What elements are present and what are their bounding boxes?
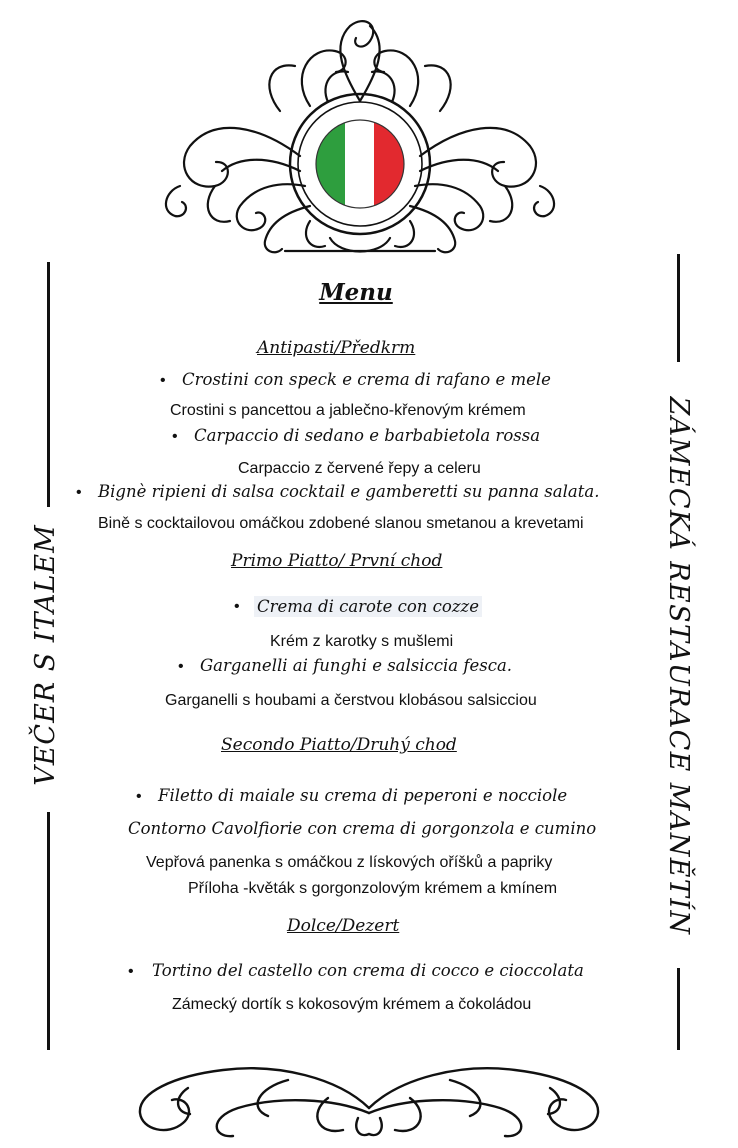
- ornament-flag-emblem: [160, 6, 560, 264]
- dish-italian: Bignè ripieni di salsa cocktail e gamberetti su panna salata.: [98, 482, 600, 501]
- bullet-icon: •: [136, 788, 142, 805]
- dish-czech: Vepřová panenka s omáčkou z lískových oříšků a papriky: [146, 854, 553, 871]
- bullet-icon: •: [178, 658, 184, 675]
- dish-italian: Tortino del castello con crema di cocco e cioccolata: [152, 961, 584, 980]
- side-title-right: ZÁMECKÁ RESTAURACE MANĚTÍN: [663, 396, 694, 936]
- dish-czech: Bině s cocktailovou omáčkou zdobené slanou smetanou a krevetami: [98, 515, 584, 532]
- section-heading: Primo Piatto/ První chod: [231, 551, 443, 571]
- section-heading: Antipasti/Předkrm: [257, 338, 416, 358]
- dish-czech: Crostini s pancettou a jablečno-křenovým krémem: [170, 402, 526, 419]
- dish-contorno: Contorno Cavolfiorie con crema di gorgonzola e cumino: [128, 819, 597, 838]
- right-divider-bottom: [677, 968, 680, 1050]
- bullet-icon: •: [234, 598, 240, 615]
- dish-czech: Krém z karotky s mušlemi: [270, 633, 454, 650]
- dish-italian: Filetto di maiale su crema di peperoni e nocciole: [158, 786, 568, 805]
- section-heading: Dolce/Dezert: [287, 916, 400, 936]
- left-divider-bottom: [47, 812, 50, 1050]
- side-title-left: VEČER S ITALEM: [30, 524, 61, 786]
- dish-italian: Garganelli ai funghi e salsiccia fesca.: [200, 656, 513, 675]
- menu-title: Menu: [319, 279, 393, 306]
- dish-italian: Crostini con speck e crema di rafano e mele: [182, 370, 551, 389]
- dish-italian: Carpaccio di sedano e barbabietola rossa: [194, 426, 541, 445]
- section-heading: Secondo Piatto/Druhý chod: [221, 735, 457, 755]
- dish-czech: Carpaccio z červené řepy a celeru: [238, 460, 481, 477]
- dish-czech-side: Příloha -květák s gorgonzolovým krémem a kmínem: [188, 880, 558, 897]
- ornament-scroll-bottom: [128, 1058, 610, 1142]
- dish-czech: Garganelli s houbami a čerstvou klobásou salsicciou: [165, 692, 537, 709]
- bullet-icon: •: [160, 372, 166, 389]
- bullet-icon: •: [76, 484, 82, 501]
- right-divider-top: [677, 254, 680, 362]
- dish-czech: Zámecký dortík s kokosovým krémem a čokoládou: [172, 996, 532, 1013]
- bullet-icon: •: [128, 963, 134, 980]
- dish-italian: Crema di carote con cozze: [254, 596, 482, 617]
- bullet-icon: •: [172, 428, 178, 445]
